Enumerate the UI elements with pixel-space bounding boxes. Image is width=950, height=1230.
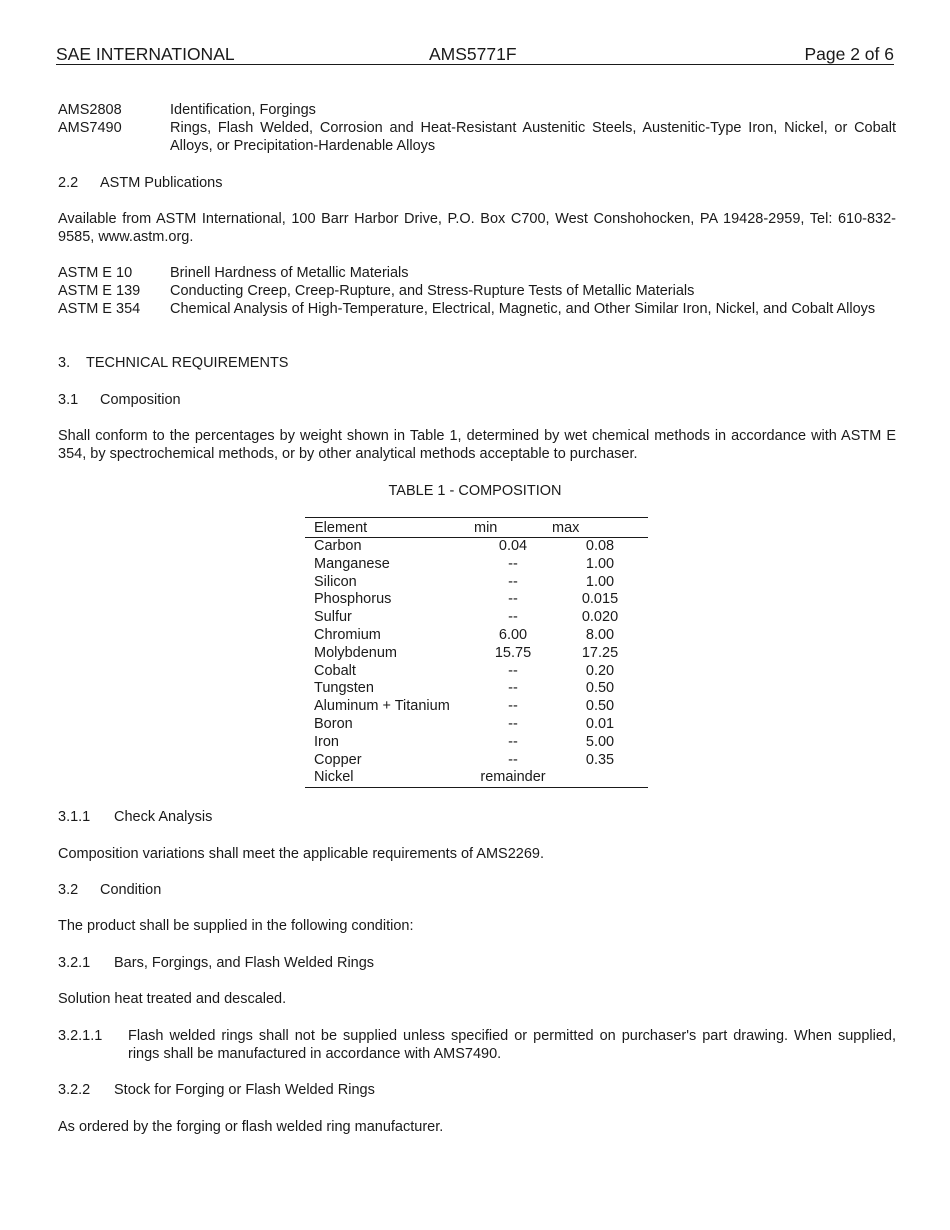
condition-text: The product shall be supplied in the following condition: bbox=[58, 918, 414, 934]
section-3-1-heading bbox=[58, 391, 896, 409]
cell-min: 0.04 bbox=[498, 538, 528, 554]
cell-element: Silicon bbox=[314, 573, 357, 590]
cell-min: -- bbox=[508, 680, 518, 697]
cell-min: -- bbox=[508, 751, 518, 768]
cell-element: Nickel bbox=[314, 769, 354, 786]
cell-element: Carbon bbox=[314, 538, 362, 554]
reference-code: ASTM E 354 bbox=[58, 301, 141, 317]
cell-element: Manganese bbox=[314, 555, 390, 572]
column-header-min: min bbox=[474, 518, 552, 538]
table-caption: TABLE 1 - COMPOSITION bbox=[388, 483, 562, 499]
reference-title: Brinell Hardness of Metallic Materials bbox=[170, 265, 409, 281]
table-header-row bbox=[305, 518, 648, 538]
table-row bbox=[305, 627, 648, 645]
section-title: Composition bbox=[100, 392, 181, 408]
cell-element: Sulfur bbox=[314, 609, 352, 626]
composition-table bbox=[305, 517, 648, 788]
table-row bbox=[305, 752, 648, 770]
cell-max: 8.00 bbox=[585, 626, 615, 643]
cell-min: -- bbox=[508, 662, 518, 679]
cell-min: -- bbox=[508, 555, 518, 572]
cell-max bbox=[552, 769, 648, 787]
astm-reference-list bbox=[58, 264, 896, 318]
stock-text: As ordered by the forging or flash welded ring manufacturer. bbox=[58, 1119, 444, 1135]
cell-min: -- bbox=[508, 591, 518, 608]
cell-min: -- bbox=[508, 698, 518, 715]
cell-min: 15.75 bbox=[494, 644, 532, 661]
cell-max: 0.08 bbox=[585, 538, 615, 554]
section-number: 3.2.1 bbox=[58, 955, 91, 971]
section-title: ASTM Publications bbox=[100, 175, 223, 191]
cell-min: -- bbox=[508, 573, 518, 590]
cell-element: Cobalt bbox=[314, 662, 356, 679]
reference-code: AMS2808 bbox=[58, 102, 122, 118]
section-number: 3.2.2 bbox=[58, 1082, 91, 1098]
section-title: Condition bbox=[100, 882, 162, 898]
section-title: TECHNICAL REQUIREMENTS bbox=[86, 355, 289, 371]
section-3-heading bbox=[58, 354, 896, 372]
reference-title: Conducting Creep, Creep-Rupture, and Stress-Rupture Tests of Metallic Materials bbox=[170, 283, 695, 299]
table-row bbox=[305, 769, 648, 787]
cell-element: Boron bbox=[314, 715, 353, 732]
reference-title: Identification, Forgings bbox=[170, 102, 316, 118]
section-number: 3.1 bbox=[58, 392, 79, 408]
cell-element: Tungsten bbox=[314, 680, 374, 697]
cell-max: 0.50 bbox=[585, 698, 615, 715]
section-3-2-heading bbox=[58, 881, 896, 899]
cell-element: Copper bbox=[314, 751, 362, 768]
reference-item bbox=[58, 119, 896, 155]
cell-max: 0.020 bbox=[581, 609, 619, 626]
column-header-element: Element bbox=[305, 518, 474, 538]
cell-element: Aluminum + Titanium bbox=[314, 698, 450, 715]
page-header bbox=[56, 44, 894, 65]
cell-min: -- bbox=[508, 733, 518, 750]
ams-reference-list bbox=[58, 101, 896, 155]
cell-element: Phosphorus bbox=[314, 591, 392, 608]
cell-max: 1.00 bbox=[585, 573, 615, 590]
table-row bbox=[305, 591, 648, 609]
cell-min: remainder bbox=[480, 769, 546, 786]
reference-title: Chemical Analysis of High-Temperature, Electrical, Magnetic, and Other Similar Iron, Nickel, and Cobalt Alloys bbox=[170, 301, 876, 317]
header-page-number: Page 2 of 6 bbox=[804, 44, 894, 64]
cell-max: 17.25 bbox=[581, 644, 619, 661]
reference-item bbox=[58, 300, 896, 318]
section-title: Bars, Forgings, and Flash Welded Rings bbox=[114, 955, 375, 971]
astm-availability-text: Available from ASTM International, 100 Barr Harbor Drive, P.O. Box C700, West Conshohocken, PA 19428-2959, Tel: 610-832-9585, www.astm.org. bbox=[58, 211, 896, 245]
cell-element: Chromium bbox=[314, 626, 381, 643]
reference-code: ASTM E 139 bbox=[58, 283, 141, 299]
section-text: Flash welded rings shall not be supplied unless specified or permitted on purchaser's part drawing. When supplied, rings shall be manufactured in accordance with AMS7490. bbox=[128, 1028, 896, 1062]
table-row bbox=[305, 698, 648, 716]
section-3-2-1-heading bbox=[58, 954, 896, 972]
cell-max: 0.20 bbox=[585, 662, 615, 679]
cell-max: 0.015 bbox=[581, 591, 619, 608]
section-title: Stock for Forging or Flash Welded Rings bbox=[114, 1082, 375, 1098]
reference-title: Rings, Flash Welded, Corrosion and Heat-Resistant Austenitic Steels, Austenitic-Type Iron, Nickel, or Cobalt Alloys, or Precipitation-Hardenable Alloys bbox=[170, 120, 896, 154]
cell-min: 6.00 bbox=[498, 626, 528, 643]
table-body bbox=[305, 538, 648, 788]
table-row bbox=[305, 716, 648, 734]
section-2-2-heading bbox=[58, 174, 896, 192]
cell-element: Iron bbox=[314, 733, 339, 750]
check-analysis-text: Composition variations shall meet the applicable requirements of AMS2269. bbox=[58, 846, 545, 862]
section-number: 3.1.1 bbox=[58, 809, 91, 825]
reference-code: ASTM E 10 bbox=[58, 265, 133, 281]
reference-item bbox=[58, 264, 896, 282]
reference-item bbox=[58, 101, 896, 119]
table-row bbox=[305, 645, 648, 663]
section-title: Check Analysis bbox=[114, 809, 213, 825]
cell-min: -- bbox=[508, 715, 518, 732]
section-number: 3.2 bbox=[58, 882, 79, 898]
cell-max: 0.50 bbox=[585, 680, 615, 697]
section-3-1-1-heading bbox=[58, 808, 896, 826]
table-row bbox=[305, 609, 648, 627]
section-number: 2.2 bbox=[58, 175, 79, 191]
table-row bbox=[305, 663, 648, 681]
cell-max: 0.35 bbox=[585, 751, 615, 768]
reference-item bbox=[58, 282, 896, 300]
table-row bbox=[305, 538, 648, 556]
table-row bbox=[305, 734, 648, 752]
reference-code: AMS7490 bbox=[58, 120, 122, 136]
cell-element: Molybdenum bbox=[314, 644, 398, 661]
cell-max: 5.00 bbox=[585, 733, 615, 750]
section-3-2-1-1 bbox=[58, 1027, 896, 1063]
table-row bbox=[305, 556, 648, 574]
cell-min: -- bbox=[508, 609, 518, 626]
section-3-2-2-heading bbox=[58, 1081, 896, 1099]
solution-treatment-text: Solution heat treated and descaled. bbox=[58, 991, 287, 1007]
header-doc-number: AMS5771F bbox=[429, 44, 517, 64]
cell-max: 0.01 bbox=[585, 715, 615, 732]
header-org: SAE INTERNATIONAL bbox=[56, 44, 235, 64]
section-number: 3.2.1.1 bbox=[58, 1028, 103, 1044]
column-header-max: max bbox=[552, 518, 648, 538]
table-row bbox=[305, 574, 648, 592]
table-row bbox=[305, 680, 648, 698]
section-number: 3. bbox=[58, 355, 71, 371]
cell-max: 1.00 bbox=[585, 555, 615, 572]
composition-text: Shall conform to the percentages by weight shown in Table 1, determined by wet chemical methods in accordance with ASTM E 354, by spectrochemical methods, or by other analytical methods acceptable to purchaser. bbox=[58, 428, 896, 462]
